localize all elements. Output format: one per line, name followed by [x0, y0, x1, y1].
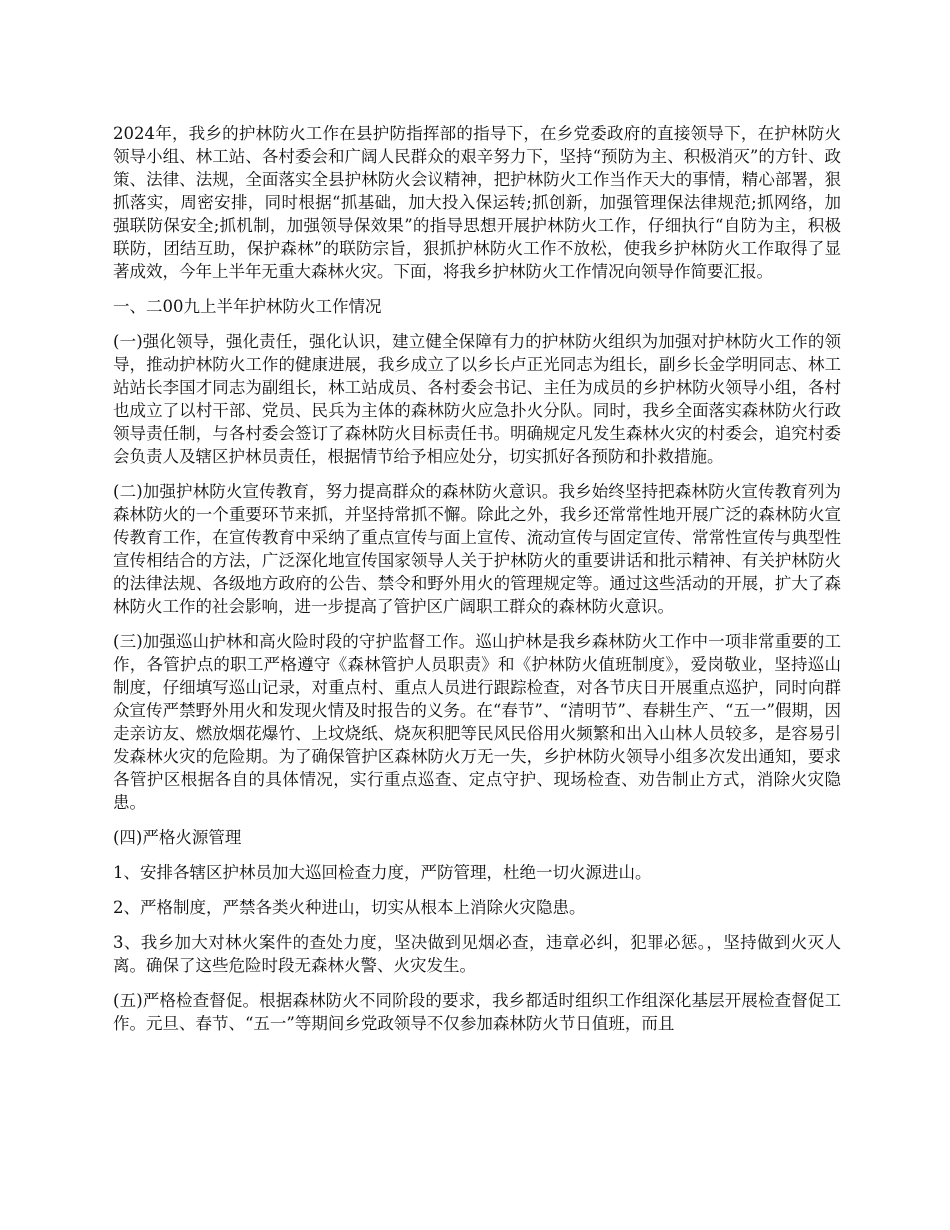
- subheading-fire-source: (四)严格火源管理: [113, 828, 242, 847]
- paragraph-patrol: (三)加强巡山护林和高火险时段的守护监督工作。巡山护林是我乡森林防火工作中一项非常重要的工作，各管护点的职工严格遵守《森林管护人员职责》和《护林防火值班制度》，爱岗敬业，坚持巡山制度，仔细填写巡山记录，对重点村、重点人员进行跟踪检查，对各节庆日开展重点巡护，同时向群众宣传严禁野外用火和发现火情及时报告的义务。在“春节”、“清明节”、春耕生产、“五一”假期，因走亲访友、燃放烟花爆竹、上坟烧纸、烧灰积肥等民风民俗用火频繁和出入山林人员较多，是容易引发森林火灾的危险期。为了确保管护区森林防火万无一失，乡护林防火领导小组多次发出通知，要求各管护区根据各自的具体情况，实行重点巡查、定点守护、现场检查、劝告制止方式，消除火灾隐患。: [113, 632, 841, 812]
- list-item-3: 3、我乡加大对林火案件的查处力度，坚决做到见烟必查，违章必纠，犯罪必惩。，坚持做到火灭人离。确保了这些危险时段无森林火警、火灾发生。: [113, 933, 841, 975]
- paragraph-inspection: (五)严格检查督促。根据森林防火不同阶段的要求，我乡都适时组织工作组深化基层开展检查督促工作。元旦、春节、“五一”等期间乡党政领导不仅参加森林防火节日值班，而且: [113, 991, 841, 1033]
- section-heading: 一、二00九上半年护林防火工作情况: [113, 297, 382, 316]
- list-item-2: 2、严格制度，严禁各类火种进山，切实从根本上消除火灾隐患。: [113, 898, 586, 917]
- paragraph-publicity: (二)加强护林防火宣传教育，努力提高群众的森林防火意识。我乡始终坚持把森林防火宣传教育列为森林防火的一个重要环节来抓，并坚持常抓不懈。除此之外，我乡还常常性地开展广泛的森林防火宣传教育工作，在宣传教育中采纳了重点宣传与面上宣传、流动宣传与固定宣传、常常性宣传与典型性宣传相结合的方法，广泛深化地宣传国家领导人关于护林防火的重要讲话和批示精神、有关护林防火的法律法规、各级地方政府的公告、禁令和野外用火的管理规定等。通过这些活动的开展，扩大了森林防火工作的社会影响，进一步提高了管护区广阔职工群众的森林防火意识。: [113, 482, 841, 616]
- document-body: [113, 122, 841, 1047]
- intro-paragraph: 2024年，我乡的护林防火工作在县护防指挥部的指导下，在乡党委政府的直接领导下，在护林防火领导小组、林工站、各村委会和广阔人民群众的艰辛努力下，坚持“预防为主、积极消灭”的方针、政策、法律、法规，全面落实全县护林防火会议精神，把护林防火工作当作天大的事情，精心部署，狠抓落实，周密安排，同时根据“抓基础，加大投入保运转;抓创新，加强管理保法律规范;抓网络，加强联防保安全;抓机制，加强领导保效果”的指导思想开展护林防火工作，仔细执行“自防为主，积极联防，团结互助，保护森林”的联防宗旨，狠抓护林防火工作不放松，使我乡护林防火工作取得了显著成效，今年上半年无重大森林火灾。下面，将我乡护林防火工作情况向领导作简要汇报。: [113, 124, 841, 281]
- paragraph-leadership: (一)强化领导，强化责任，强化认识，建立健全保障有力的护林防火组织为加强对护林防火工作的领导，推动护林防火工作的健康进展，我乡成立了以乡长卢正光同志为组长，副乡长金学明同志、林工站站长李国才同志为副组长，林工站成员、各村委会书记、主任为成员的乡护林防火领导小组，各村也成立了以村干部、党员、民兵为主体的森林防火应急扑火分队。同时，我乡全面落实森林防火行政领导责任制，与各村委会签订了森林防火目标责任书。明确规定凡发生森林火灾的村委会，追究村委会负责人及辖区护林员责任，根据情节给予相应处分，切实抓好各预防和扑救措施。: [113, 332, 841, 466]
- list-item-1: 1、安排各辖区护林员加大巡回检查力度，严防管理，杜绝一切火源进山。: [113, 863, 652, 882]
